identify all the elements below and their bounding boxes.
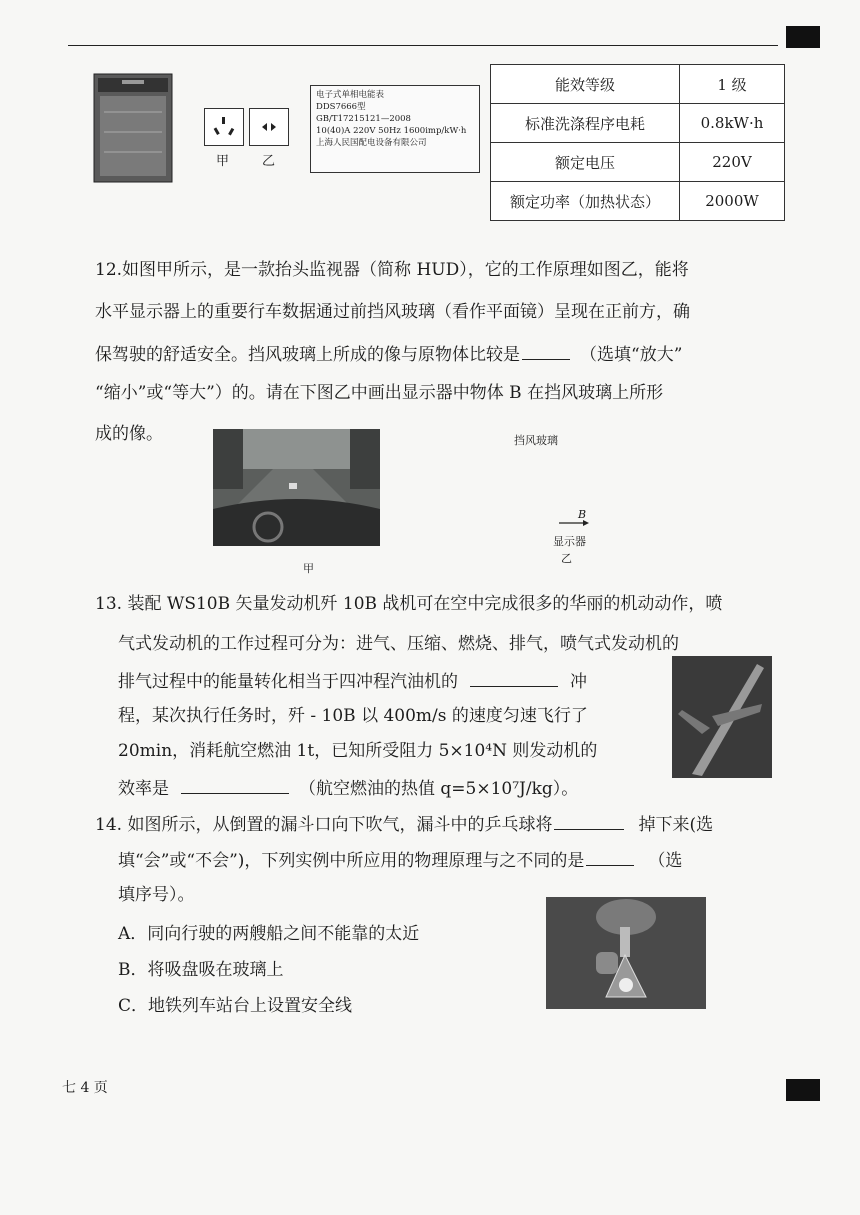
object-b-arrow-icon xyxy=(558,519,590,527)
q14-line: 填序号）。 xyxy=(118,885,195,905)
spec-table xyxy=(490,64,785,221)
q13-text: 效率是 xyxy=(118,779,169,799)
meter-line: DDS7666型 xyxy=(316,102,366,112)
q13-stroke-blank[interactable] xyxy=(470,668,558,687)
q14-text: 14. 如图所示，从倒置的漏斗口向下吹气，漏斗中的乒乓球将 xyxy=(95,815,553,835)
registration-mark xyxy=(786,26,820,48)
q14-option: C．地铁列车站台上设置安全线 xyxy=(118,996,353,1016)
socket-label-jia: 甲 xyxy=(216,154,230,169)
table-cell: 能效等级 xyxy=(491,65,680,104)
display-label: 显示器 xyxy=(553,535,586,548)
q13-text: 冲 xyxy=(570,672,587,692)
q14-line xyxy=(118,847,682,874)
table-cell: 额定功率（加热状态） xyxy=(491,182,680,221)
table-row xyxy=(491,143,785,182)
q12-line xyxy=(95,341,682,368)
socket-three-pin xyxy=(204,108,244,146)
meter-line: 10(40)A 220V 50Hz 1600imp/kW·h xyxy=(316,126,467,136)
table-cell: 标准洗涤程序电耗 xyxy=(491,104,680,143)
table-row xyxy=(491,104,785,143)
table-cell: 2000W xyxy=(680,182,785,221)
q13-text: 排气过程中的能量转化相当于四冲程汽油机的 xyxy=(118,672,458,692)
q12-line: 12.如图甲所示，是一款抬头监视器（简称 HUD），它的工作原理如图乙，能将 xyxy=(95,260,689,280)
table-cell: 220V xyxy=(680,143,785,182)
q13-line xyxy=(118,668,587,695)
q14-text: 填“会”或“不会”)，下列实例中所应用的物理原理与之不同的是 xyxy=(118,851,585,871)
table-cell: 0.8kW·h xyxy=(680,104,785,143)
q12-text: （选填“放大” xyxy=(580,345,683,365)
q13-text: （航空燃油的热值 q=5×10⁷J/kg）。 xyxy=(299,779,579,799)
q14-choice-blank[interactable] xyxy=(586,847,634,866)
q13-efficiency-blank[interactable] xyxy=(181,775,289,794)
q13-line xyxy=(118,775,578,802)
q13-line: 13. 装配 WS10B 矢量发动机歼 10B 战机可在空中完成很多的华丽的机动动作，喷 xyxy=(95,594,723,614)
dishwasher-image xyxy=(92,72,174,184)
q14-line xyxy=(95,811,713,838)
top-rule xyxy=(68,45,778,46)
hud-photo xyxy=(213,429,380,546)
q12-line: 水平显示器上的重要行车数据通过前挡风玻璃（看作平面镜）呈现在正前方，确 xyxy=(95,302,690,322)
object-b-label: B xyxy=(578,508,587,521)
q13-line: 程，某次执行任务时，歼 - 10B 以 400m/s 的速度匀速飞行了 xyxy=(118,706,588,726)
table-row xyxy=(491,182,785,221)
q13-line: 20min，消耗航空燃油 1t，已知所受阻力 5×10⁴N 则发动机的 xyxy=(118,741,598,761)
registration-mark xyxy=(786,1079,820,1101)
q14-option: A．同向行驶的两艘船之间不能靠的太近 xyxy=(118,924,420,944)
q12-text: 保驾驶的舒适安全。挡风玻璃上所成的像与原物体比较是 xyxy=(95,345,520,365)
q14-text: （选 xyxy=(648,851,683,871)
table-cell: 1 级 xyxy=(680,65,785,104)
fig-label-jia: 甲 xyxy=(303,562,314,575)
q12-answer-blank[interactable] xyxy=(522,341,570,360)
q12-line: 成的像。 xyxy=(95,424,163,444)
q13-line: 气式发动机的工作过程可分为：进气、压缩、燃烧、排气，喷气式发动机的 xyxy=(118,634,679,654)
table-row xyxy=(491,65,785,104)
q14-fall-blank[interactable] xyxy=(554,811,624,830)
q12-line: “缩小”或“等大”）的。请在下图乙中画出显示器中物体 B 在挡风玻璃上所形 xyxy=(95,383,664,403)
meter-line: GB/T17215121—2008 xyxy=(316,114,411,124)
fig-label-yi: 乙 xyxy=(561,552,572,565)
funnel-photo xyxy=(546,897,706,1009)
jet-photo xyxy=(672,656,772,778)
meter-line: 上海人民国配电设备有限公司 xyxy=(316,138,427,148)
q14-text: 掉下来(选 xyxy=(638,815,714,835)
socket-label-yi: 乙 xyxy=(262,154,276,169)
socket-two-pin xyxy=(249,108,289,146)
meter-line: 电子式单相电能表 xyxy=(316,90,385,100)
table-cell: 额定电压 xyxy=(491,143,680,182)
meter-nameplate xyxy=(310,85,480,173)
q14-option: B．将吸盘吸在玻璃上 xyxy=(118,960,284,980)
windshield-label: 挡风玻璃 xyxy=(514,434,558,447)
page-footer: 七 4 页 xyxy=(62,1080,108,1096)
